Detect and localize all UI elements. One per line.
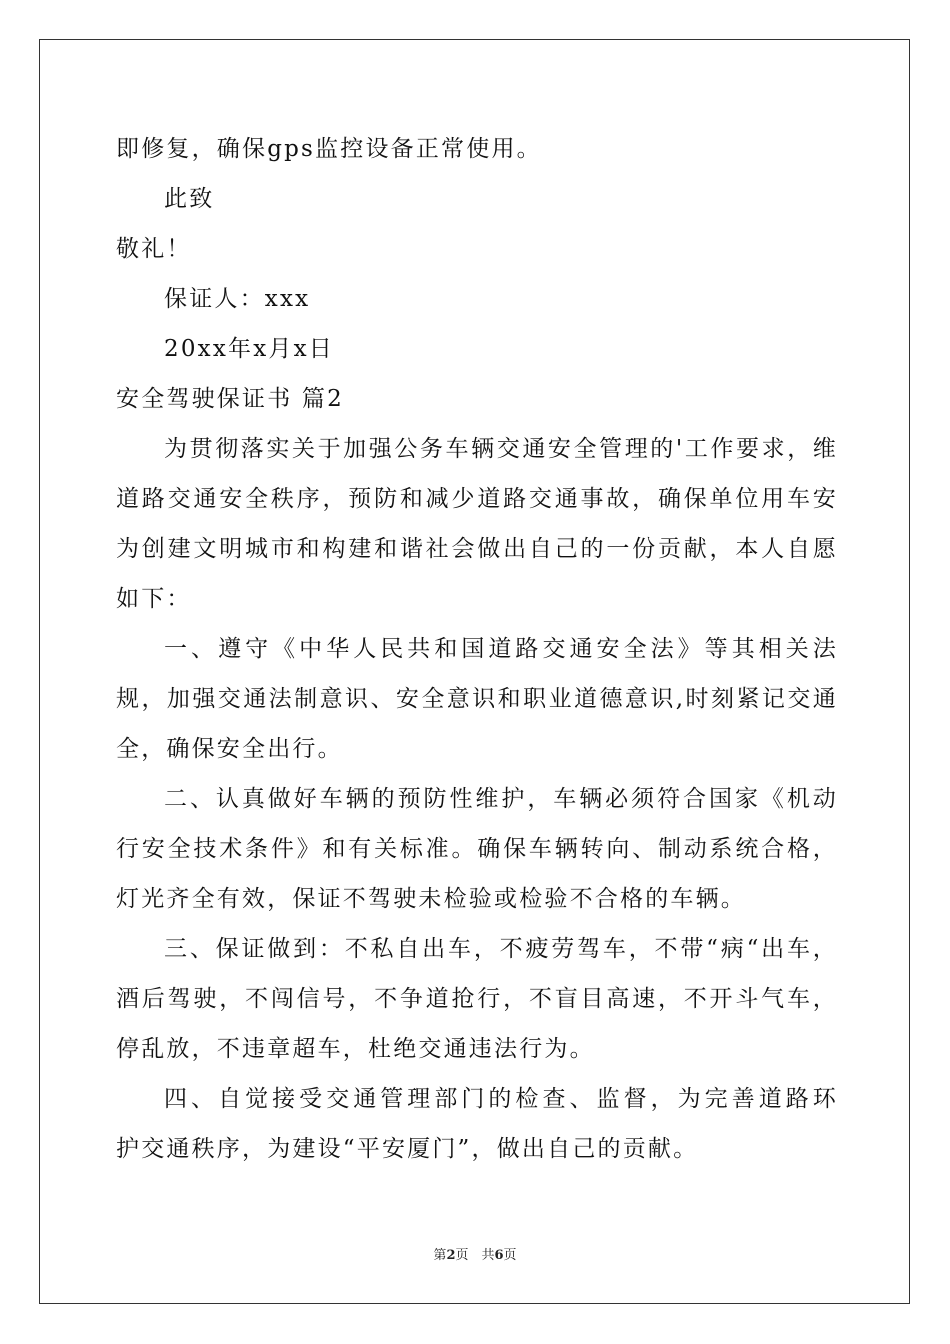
closing-regards: 敬礼！ — [116, 236, 192, 262]
paragraph-line: 三、保证做到：不私自出车，不疲劳驾车，不带“病“出车， — [164, 936, 838, 962]
document-body — [116, 124, 838, 1174]
paragraph-line: 停乱放，不违章超车，杜绝交通违法行为。 — [116, 1036, 595, 1062]
page-suffix: 页 — [503, 1248, 517, 1263]
paragraph-line: 灯光齐全有效，保证不驾驶未检验或检验不合格的车辆。 — [116, 886, 746, 912]
page-mid: 页 共 — [455, 1248, 495, 1263]
paragraph-line: 一、遵守《中华人民共和国道路交通安全法》等其相关法 — [164, 636, 838, 662]
date: 20xx年x月x日 — [164, 336, 334, 362]
paragraph-line: 规，加强交通法制意识、安全意识和职业道德意识,时刻紧记交通 — [116, 686, 838, 712]
page-current: 2 — [446, 1248, 456, 1263]
paragraph-line: 全，确保安全出行。 — [116, 736, 343, 762]
signer: 保证人：xxx — [164, 286, 311, 312]
paragraph-line: 行安全技术条件》和有关标准。确保车辆转向、制动系统合格， — [116, 836, 838, 862]
paragraph-line: 即修复，确保gps监控设备正常使用。 — [116, 136, 542, 162]
paragraph-line: 二、认真做好车辆的预防性维护，车辆必须符合国家《机动 — [164, 786, 838, 812]
paragraph-line: 酒后驾驶，不闯信号，不争道抢行，不盲目高速，不开斗气车， — [116, 986, 838, 1012]
page-total: 6 — [494, 1248, 504, 1263]
paragraph-line: 四、自觉接受交通管理部门的检查、监督，为完善道路环 — [164, 1086, 838, 1112]
page-footer — [0, 1246, 950, 1266]
page-prefix: 第 — [433, 1248, 447, 1263]
paragraph-line: 为创建文明城市和构建和谐社会做出自己的一份贡献，本人自愿 — [116, 536, 838, 562]
paragraph-line: 为贯彻落实关于加强公务车辆交通安全管理的'工作要求，维 — [164, 436, 838, 462]
paragraph-line: 道路交通安全秩序，预防和减少道路交通事故，确保单位用车安 — [116, 486, 838, 512]
closing-salutation: 此致 — [164, 186, 215, 212]
section-title: 安全驾驶保证书 篇2 — [116, 386, 344, 412]
paragraph-line: 护交通秩序，为建设“平安厦门”，做出自己的贡献。 — [116, 1136, 699, 1162]
paragraph-line: 如下： — [116, 586, 192, 612]
